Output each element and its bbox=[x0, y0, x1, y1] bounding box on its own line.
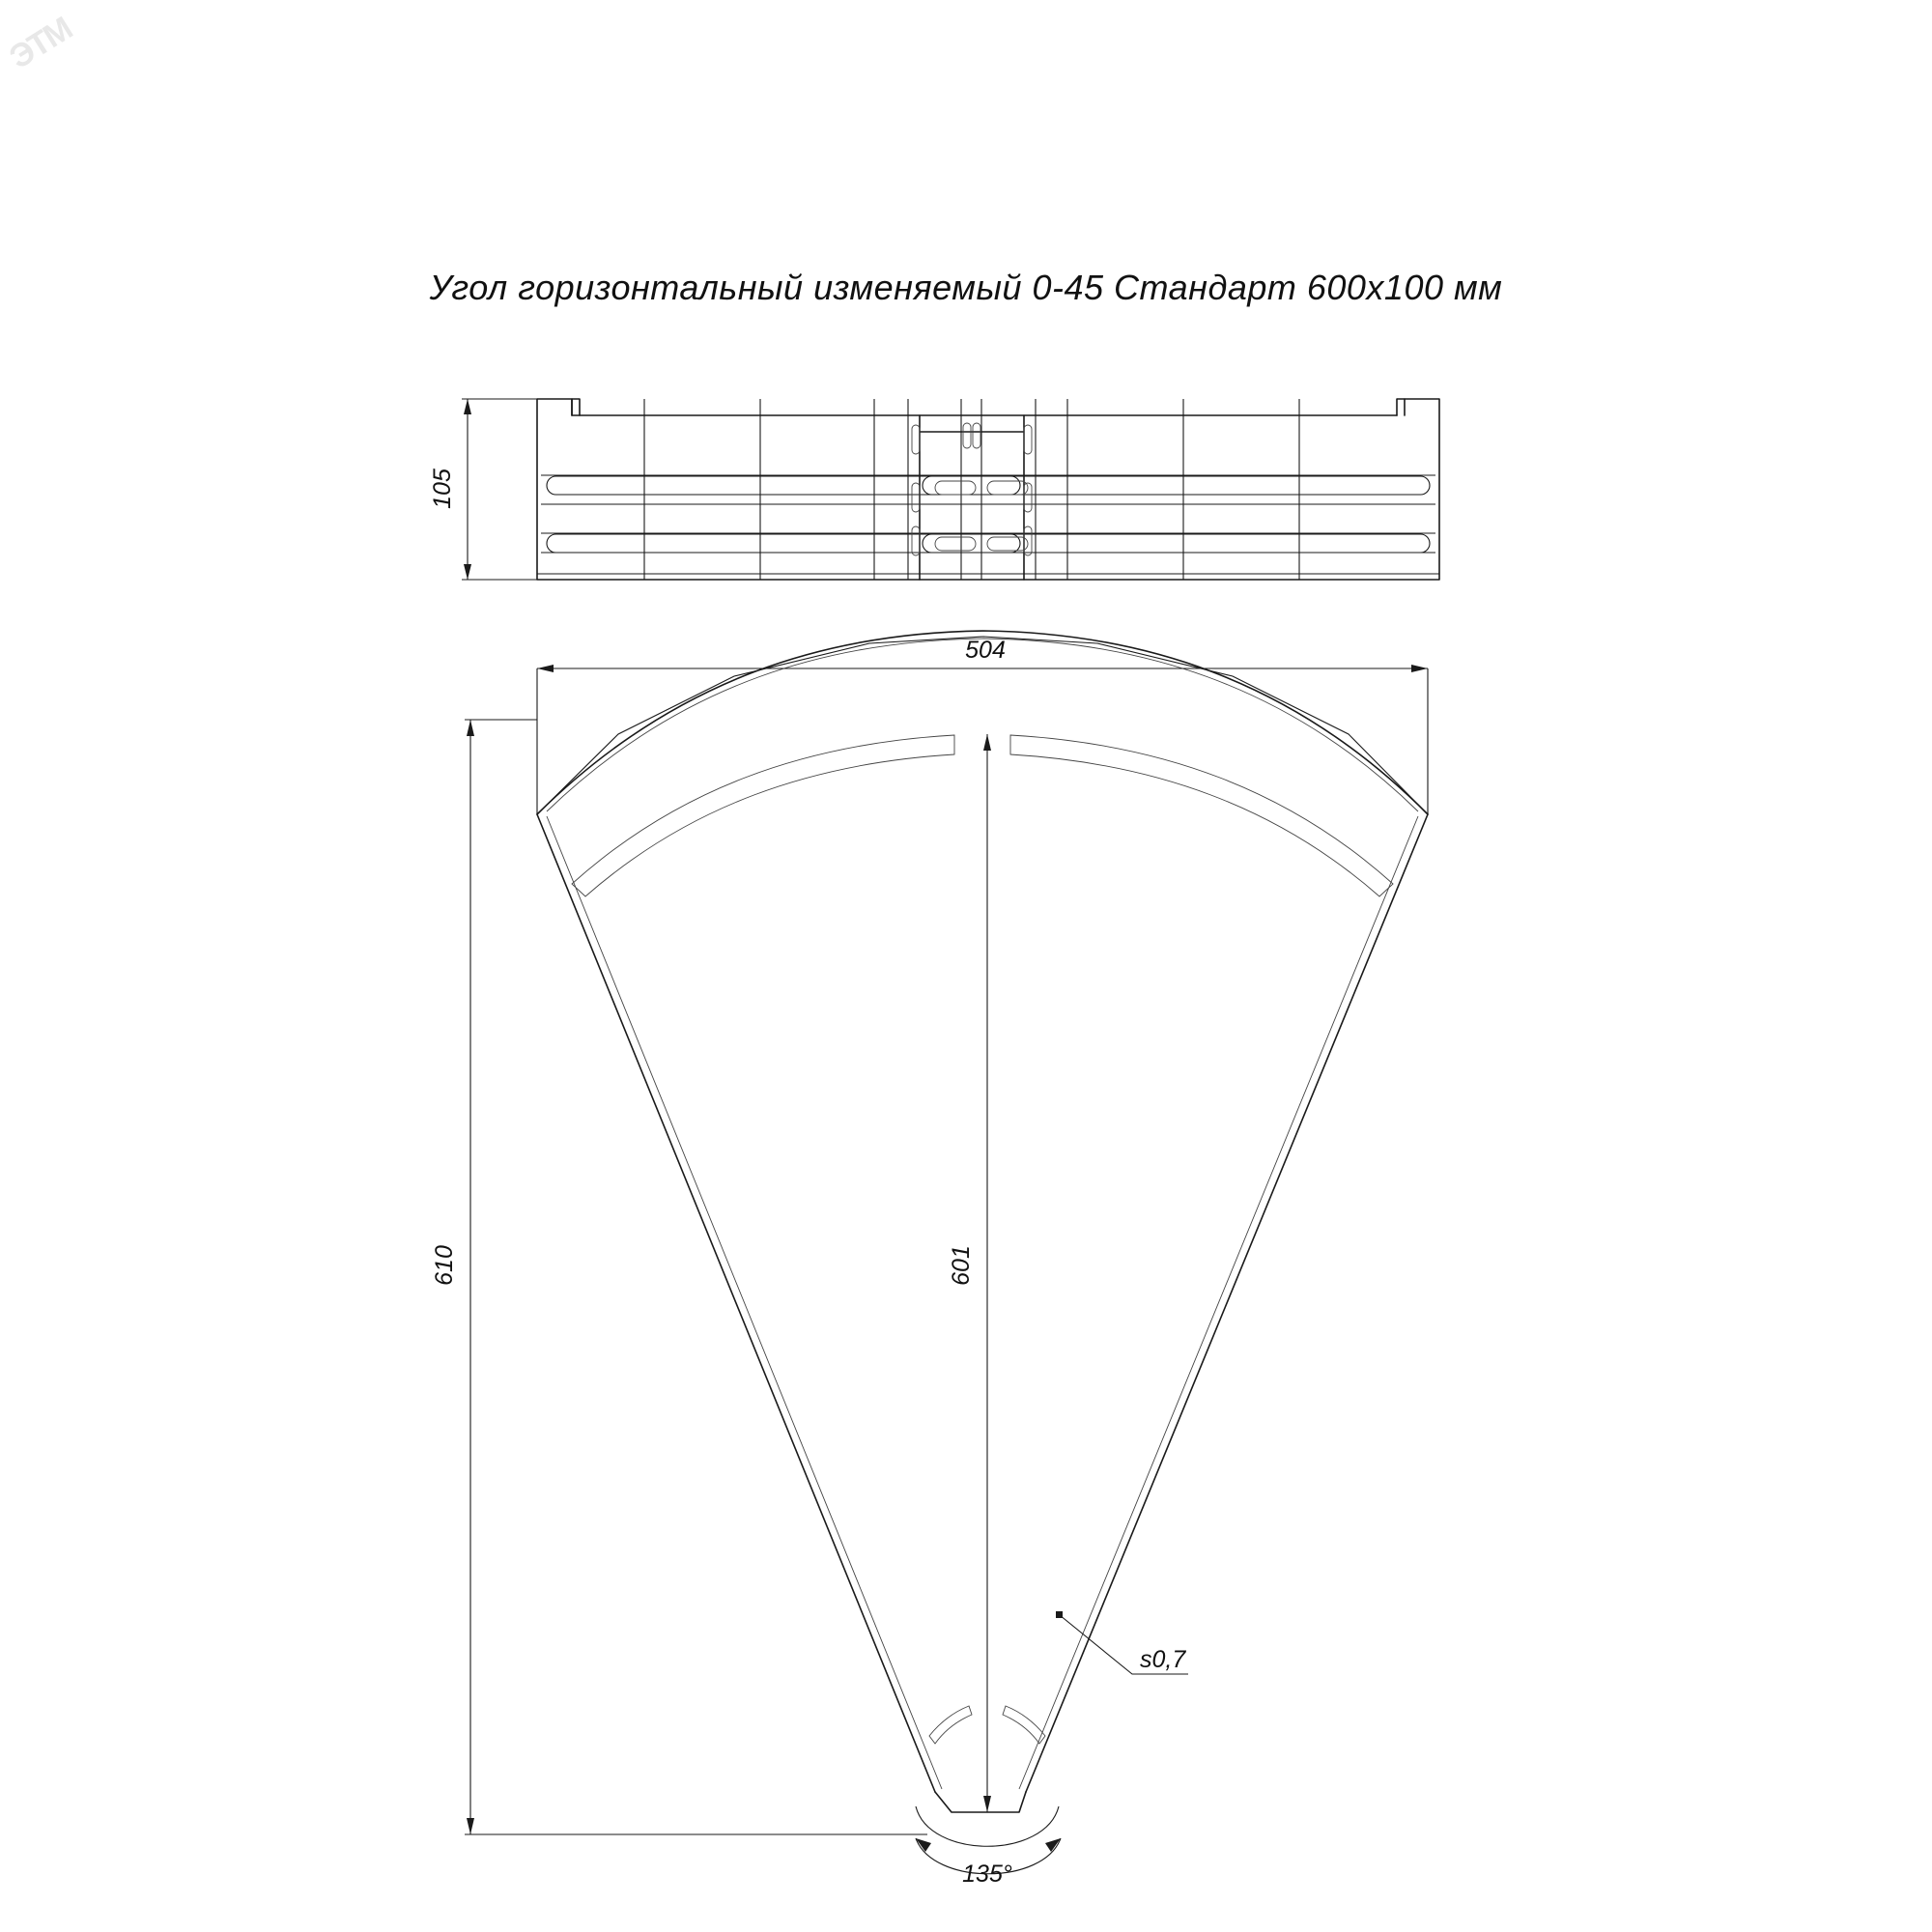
dimension-label-601: 601 bbox=[948, 1245, 975, 1286]
top-view bbox=[431, 631, 1428, 1888]
dimension-label-105: 105 bbox=[429, 469, 456, 509]
dimension-label-610: 610 bbox=[431, 1245, 458, 1286]
drawing-title: Угол горизонтальный изменяемый 0-45 Стандарт 600х100 мм bbox=[429, 268, 1503, 307]
dimension-angle-135 bbox=[916, 1838, 1061, 1888]
note-label-thickness: s0,7 bbox=[1140, 1646, 1186, 1673]
note-thickness bbox=[1056, 1611, 1188, 1674]
dimension-height-610 bbox=[431, 720, 927, 1834]
dimension-label-135: 135° bbox=[962, 1861, 1012, 1888]
slot-group-right bbox=[923, 476, 1430, 553]
watermark-etm: ЭТМ bbox=[3, 10, 78, 76]
perforation-holes bbox=[912, 423, 1032, 555]
dimension-label-504: 504 bbox=[965, 637, 1006, 664]
dimension-height-601 bbox=[948, 734, 991, 1812]
slot-group-left bbox=[547, 476, 1020, 553]
dimension-height-105 bbox=[429, 399, 537, 580]
front-view bbox=[429, 399, 1439, 580]
dimension-width-504 bbox=[537, 637, 1428, 814]
